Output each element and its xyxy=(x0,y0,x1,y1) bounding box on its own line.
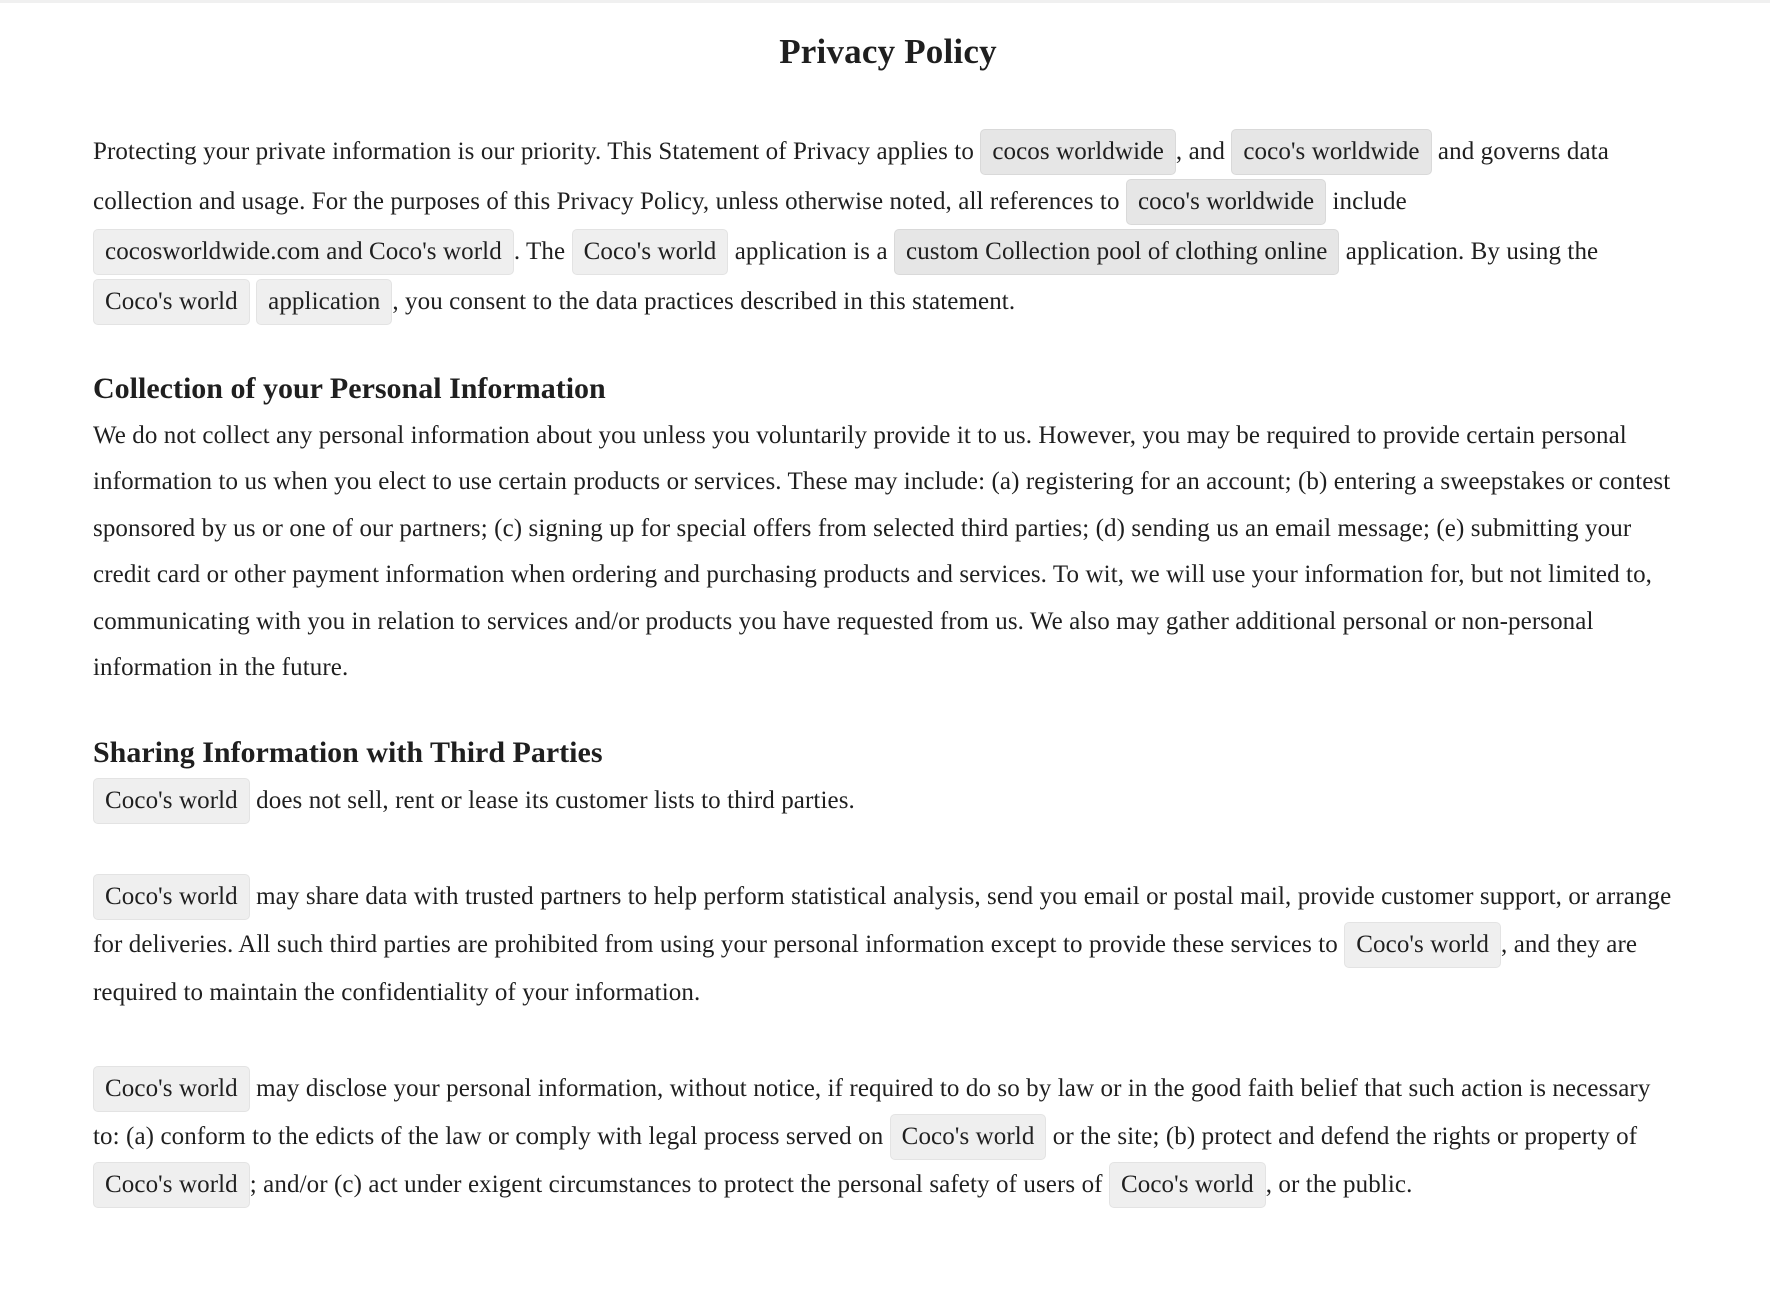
placeholder-chip: coco's worldwide xyxy=(1126,179,1326,225)
page-title: Privacy Policy xyxy=(779,32,997,71)
placeholder-chip: cocos worldwide xyxy=(980,129,1176,175)
placeholder-chip: Coco's world xyxy=(890,1114,1047,1160)
placeholder-chip: Coco's world xyxy=(93,1066,250,1112)
placeholder-chip: Coco's world xyxy=(93,874,250,920)
placeholder-chip: Coco's world xyxy=(93,1162,250,1208)
sharing-text: ; and/or (c) act under exigent circumstances to protect the personal safety of users of xyxy=(249,1171,1109,1199)
intro-text: include xyxy=(1326,188,1407,215)
intro-text: application. By using the xyxy=(1339,238,1599,265)
sharing-paragraph-3 xyxy=(93,1065,1683,1209)
intro-text: application is a xyxy=(728,238,895,265)
placeholder-chip: Coco's world xyxy=(1109,1162,1266,1208)
placeholder-chip: coco's worldwide xyxy=(1231,129,1431,175)
sharing-heading: Sharing Information with Third Parties xyxy=(93,736,603,770)
privacy-policy-document xyxy=(93,0,1683,1209)
sharing-text: may share data with trusted partners to help perform statistical analysis, send you email or postal mail, provide customer support, or arrange for deliveries. All such third parties are prohibited from using your personal information except to provide these services to xyxy=(93,883,1672,959)
placeholder-chip: Coco's world xyxy=(93,279,250,325)
intro-text: , and xyxy=(1175,138,1232,165)
collection-heading: Collection of your Personal Information xyxy=(93,372,606,405)
sharing-text: may disclose your personal information, without notice, if required to do so by law or in the good faith belief that such action is necessary to: (a) conform to the edicts of the law or comply with legal process served on xyxy=(93,1075,1651,1151)
placeholder-chip: Coco's world xyxy=(572,229,729,275)
sharing-text: , or the public. xyxy=(1265,1171,1413,1199)
intro-text: Protecting your private information is our priority. This Statement of Privacy applies to xyxy=(93,138,981,165)
collection-paragraph: We do not collect any personal information about you unless you voluntarily provide it to us. However, you may be required to provide certain personal information to us when you elect to use certain products or services. These may include: (a) registering for an account; (b) entering a sweepstakes or contest sponsored by us or one of our partners; (c) signing up for special offers from selected third parties; (d) sending us an email message; (e) submitting your credit card or other payment information when ordering and purchasing products and services. To wit, we will use your information for, but not limited to, communicating with you in relation to services and/or products you have requested from us. We also may gather additional personal or non-personal information in the future. xyxy=(93,422,1671,682)
placeholder-chip: custom Collection pool of clothing online xyxy=(894,229,1339,275)
placeholder-chip: Coco's world xyxy=(93,778,250,824)
sharing-paragraph-2 xyxy=(93,873,1683,1017)
intro-text: and governs data collection and usage. For the purposes of this Privacy Policy, unless otherwise noted, all references to xyxy=(93,138,1609,215)
placeholder-chip: application xyxy=(256,279,392,325)
intro-paragraph xyxy=(93,127,1683,327)
sharing-text: does not sell, rent or lease its customer lists to third parties. xyxy=(249,787,855,815)
placeholder-chip: Coco's world xyxy=(1344,922,1501,968)
intro-text: , you consent to the data practices described in this statement. xyxy=(392,288,1016,315)
sharing-paragraph-1 xyxy=(93,777,1683,825)
sharing-text: or the site; (b) protect and defend the rights or property of xyxy=(1046,1123,1638,1151)
placeholder-chip: cocosworldwide.com and Coco's world xyxy=(93,229,514,275)
sharing-text: , and they are required to maintain the confidentiality of your information. xyxy=(93,931,1638,1007)
intro-text: . The xyxy=(513,238,572,265)
